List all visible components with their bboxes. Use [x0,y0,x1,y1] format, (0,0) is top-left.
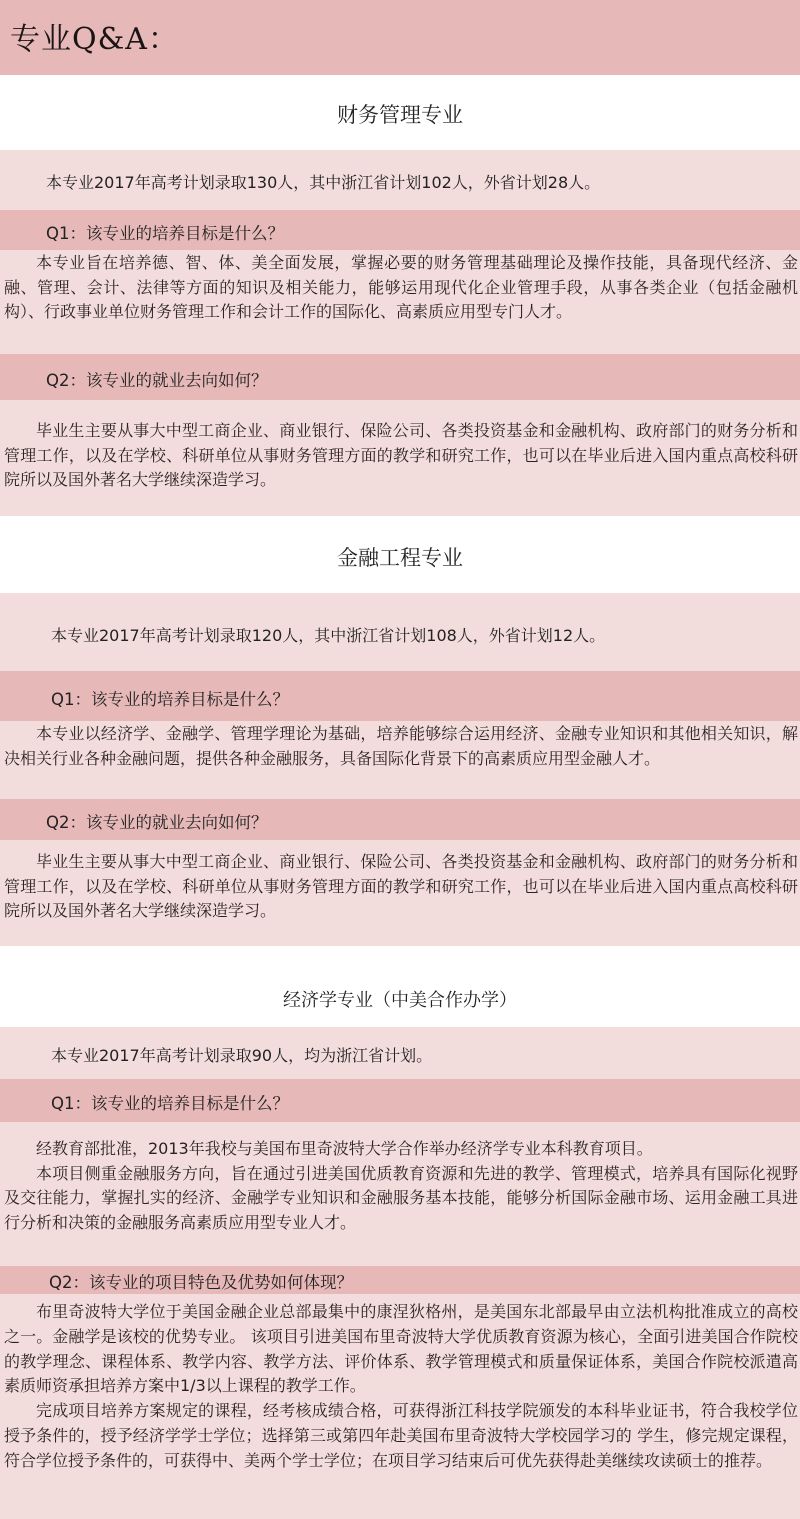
answer-q2 [4,850,798,924]
question-q2: Q2：该专业的就业去向如何？ [46,813,268,832]
page-title: 专业Q&A： [10,22,179,57]
answer-paragraph: 布里奇波特大学位于美国金融企业总部最集中的康涅狄格州，是美国东北部最早由立法机构批准成立的高校之一。金融学是该校的优势专业。 该项目引进美国布里奇波特大学优质教育资源为核心，全面引进美国合作院校的教学理念、课程体系、教学内容、教学方法、评价体系、教学管理模式和质量保证体系，美国合作院校派遣高素质师资承担培养方案中1/3以上课程的教学工作。 [4,1302,798,1396]
question-band [0,671,800,721]
answer-band [0,400,800,516]
answer-paragraph: 本专业旨在培养德、智、体、美全面发展，掌握必要的财务管理基础理论及操作技能，具备现代经济、金融、管理、会计、法律等方面的知识及相关能力，能够运用现代化企业管理手段，从事各类企业（包括金融机构）、行政事业单位财务管理工作和会计工作的国际化、高素质应用型专门人才。 [4,253,798,321]
answer-q2 [4,1300,798,1474]
plan-band [0,150,800,210]
answer-q1 [4,251,798,325]
answer-paragraph: 经教育部批准，2013年我校与美国布里奇波特大学合作举办经济学专业本科教育项目。 [36,1139,653,1158]
major-title-economics-sino-us: 经济学专业（中美合作办学） [283,990,517,1011]
answer-band [0,1294,800,1519]
answer-band [0,250,800,354]
question-q2: Q2：该专业的项目特色及优势如何体现？ [49,1273,353,1292]
answer-q1 [4,722,798,771]
answer-paragraph: 本项目侧重金融服务方向，旨在通过引进美国优质教育资源和先进的教学、管理模式，培养具有国际化视野及交往能力，掌握扎实的经济、金融学专业知识和金融服务基本技能，能够分析国际金融市场、运用金融工具进行分析和决策的金融服务高素质应用型专业人才。 [4,1163,798,1232]
header-band [0,0,800,75]
enrollment-plan: 本专业2017年高考计划录取130人，其中浙江省计划102人，外省计划28人。 [46,173,601,192]
enrollment-plan: 本专业2017年高考计划录取90人，均为浙江省计划。 [51,1046,433,1065]
plan-band [0,1027,800,1079]
question-q1: Q1：该专业的培养目标是什么？ [46,224,284,243]
answer-band [0,721,800,799]
answer-band [0,840,800,946]
question-q1: Q1：该专业的培养目标是什么？ [51,690,289,709]
answer-paragraph: 毕业生主要从事大中型工商企业、商业银行、保险公司、各类投资基金和金融机构、政府部门的财务分析和管理工作，以及在学校、科研单位从事财务管理方面的教学和研究工作，也可以在毕业后进入国内重点高校科研院所以及国外著名大学继续深造学习。 [4,421,798,489]
question-band [0,354,800,400]
answer-band [0,1122,800,1266]
question-band [0,1079,800,1122]
answer-q2 [4,419,798,493]
question-band [0,799,800,840]
question-q1: Q1：该专业的培养目标是什么？ [51,1094,289,1113]
major-title-financial-engineering: 金融工程专业 [337,546,463,570]
major-title-finance-management: 财务管理专业 [337,103,463,127]
question-band [0,1266,800,1294]
answer-paragraph: 完成项目培养方案规定的课程，经考核成绩合格，可获得浙江科技学院颁发的本科毕业证书，符合我校学位授予条件的，授予经济学学士学位；选择第三或第四年赴美国布里奇波特大学校园学习的 学生，修完规定课程，符合学位授予条件的，可获得中、美两个学士学位；在项目学习结束后可优先获得赴美继续攻读硕士的推荐。 [4,1401,798,1470]
answer-q1 [4,1137,798,1235]
question-band [0,210,800,250]
answer-paragraph: 本专业以经济学、金融学、管理学理论为基础，培养能够综合运用经济、金融专业知识和其他相关知识，解决相关行业各种金融问题，提供各种金融服务，具备国际化背景下的高素质应用型金融人才。 [4,724,798,768]
question-q2: Q2：该专业的就业去向如何？ [46,371,268,390]
plan-band [0,593,800,671]
answer-paragraph: 毕业生主要从事大中型工商企业、商业银行、保险公司、各类投资基金和金融机构、政府部门的财务分析和管理工作，以及在学校、科研单位从事财务管理方面的教学和研究工作，也可以在毕业后进入国内重点高校科研院所以及国外著名大学继续深造学习。 [4,852,798,920]
enrollment-plan: 本专业2017年高考计划录取120人，其中浙江省计划108人，外省计划12人。 [51,626,606,645]
